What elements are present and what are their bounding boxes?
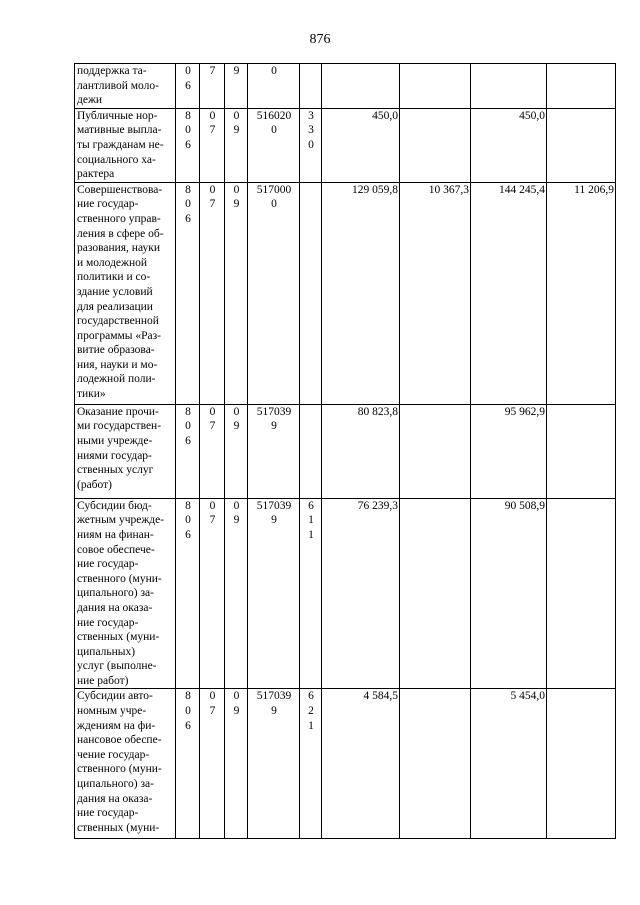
section-code-line: 0 <box>209 109 216 122</box>
ministry-code-line: 8 <box>185 183 191 196</box>
subsection-code <box>225 498 248 689</box>
ministry-code <box>176 182 200 404</box>
item-name-line: ципальных) <box>77 645 136 658</box>
subsection-code-line: 9 <box>233 705 240 718</box>
target-article-code <box>248 498 300 689</box>
expense-type-code <box>300 689 322 839</box>
ministry-code-line: 6 <box>185 434 191 447</box>
ministry-code <box>176 64 200 109</box>
item-name-line: Совершенствова- <box>77 183 163 196</box>
item-name-line: ственных (муни- <box>77 821 160 834</box>
item-name-line: мативные выпла- <box>77 124 162 137</box>
subsection-code-line: 9 <box>233 124 240 137</box>
item-name-line: ниями государ- <box>77 449 152 462</box>
item-name-line: Субсидии авто- <box>77 690 153 703</box>
target-article-code <box>248 108 300 182</box>
section-code <box>200 404 225 498</box>
subsection-code-line: 0 <box>233 405 240 418</box>
item-name-line: ственного управ- <box>77 212 161 225</box>
item-name-line: ственных (муни- <box>77 631 160 644</box>
subsection-code <box>225 64 248 109</box>
target-article-code-line: 9 <box>271 514 277 527</box>
ministry-code <box>176 689 200 839</box>
expense-type-code-line: 1 <box>308 719 314 732</box>
item-name-line: совое обеспече- <box>77 543 155 556</box>
item-name-line: дания на оказа- <box>77 601 153 614</box>
subsection-code-line: 9 <box>233 514 240 527</box>
expense-type-code <box>300 404 322 498</box>
amount-3: 90 508,9 <box>471 498 547 689</box>
target-article-code <box>248 404 300 498</box>
item-name-line: ты гражданам не- <box>77 138 164 151</box>
target-article-code-line: 516020 <box>256 109 292 122</box>
subsection-code <box>225 689 248 839</box>
expense-type-code <box>300 64 322 109</box>
subsection-code-line: 0 <box>233 183 240 196</box>
expense-type-code <box>300 182 322 404</box>
section-code-line: 0 <box>209 183 216 196</box>
subsection-code <box>225 108 248 182</box>
item-name-line: Публичные нор- <box>77 109 158 122</box>
ministry-code <box>176 108 200 182</box>
ministry-code-line: 8 <box>185 690 191 703</box>
section-code-line: 7 <box>209 420 216 433</box>
item-name-line: рактера <box>77 168 115 181</box>
table-row <box>75 404 616 498</box>
amount-1: 80 823,8 <box>322 404 400 498</box>
item-name-line: и молодежной <box>77 256 148 269</box>
amount-4 <box>547 404 616 498</box>
ministry-code-line: 0 <box>185 705 191 718</box>
target-article-code-line: 517000 <box>256 183 292 196</box>
target-article-code-line: 517039 <box>256 690 292 703</box>
item-name <box>75 404 176 498</box>
item-name-line: услуг (выполне- <box>77 660 157 673</box>
ministry-code-line: 6 <box>185 138 191 151</box>
item-name-line: лодежной поли- <box>77 373 156 386</box>
item-name-line: ние государ- <box>77 616 139 629</box>
amount-2 <box>400 108 471 182</box>
section-code-line: 7 <box>209 514 216 527</box>
amount-1: 450,0 <box>322 108 400 182</box>
budget-table <box>74 63 616 839</box>
page-number: 876 <box>309 32 331 47</box>
expense-type-code-line: 3 <box>308 109 314 122</box>
expense-type-code-line: 0 <box>308 138 314 151</box>
section-code <box>200 689 225 839</box>
item-name-line: ственных услуг <box>77 464 154 477</box>
ministry-code-line: 6 <box>185 719 191 732</box>
subsection-code <box>225 404 248 498</box>
item-name-line: социального ха- <box>77 153 156 166</box>
ministry-code-line: 0 <box>185 198 191 211</box>
target-article-code-line: 0 <box>271 198 277 211</box>
amount-4 <box>547 689 616 839</box>
amount-4 <box>547 64 616 109</box>
table-row <box>75 498 616 689</box>
item-name-line: Оказание прочи- <box>77 405 159 418</box>
amount-4: 11 206,9 <box>547 182 616 404</box>
item-name-line: нансовое обеспе- <box>77 734 162 747</box>
amount-2 <box>400 404 471 498</box>
section-code-line: 7 <box>209 65 216 77</box>
item-name-line: номным учре- <box>77 705 147 718</box>
ministry-code-line: 0 <box>185 124 191 137</box>
amount-3: 5 454,0 <box>471 689 547 839</box>
ministry-code-line: 0 <box>185 65 191 77</box>
target-article-code <box>248 689 300 839</box>
ministry-code-line: 8 <box>185 405 191 418</box>
subsection-code-line: 9 <box>233 65 240 77</box>
item-name-line: государственной <box>77 315 159 328</box>
section-code <box>200 182 225 404</box>
item-name-line: витие образова- <box>77 344 155 357</box>
ministry-code-line: 8 <box>185 109 191 122</box>
item-name-line: ниям на финан- <box>77 528 154 541</box>
amount-2: 10 367,3 <box>400 182 471 404</box>
ministry-code-line: 6 <box>185 528 191 541</box>
amount-2 <box>400 64 471 109</box>
item-name-line: Субсидии бюд- <box>77 499 152 512</box>
target-article-code <box>248 182 300 404</box>
subsection-code-line: 0 <box>233 109 240 122</box>
expense-type-code <box>300 498 322 689</box>
item-name-line: ципального) за- <box>77 587 154 600</box>
subsection-code-line: 9 <box>233 198 240 211</box>
item-name-line: ственного (муни- <box>77 763 162 776</box>
item-name-line: тики» <box>77 388 106 401</box>
amount-2 <box>400 689 471 839</box>
section-code-line: 7 <box>209 198 216 211</box>
subsection-code <box>225 182 248 404</box>
item-name-line: ления в сфере об- <box>77 227 164 240</box>
amount-1: 129 059,8 <box>322 182 400 404</box>
section-code <box>200 498 225 689</box>
section-code <box>200 64 225 109</box>
ministry-code-line: 0 <box>185 514 191 527</box>
section-code-line: 0 <box>209 690 216 703</box>
expense-type-code-line: 1 <box>308 514 314 527</box>
item-name <box>75 182 176 404</box>
target-article-code-line: 0 <box>271 65 277 77</box>
item-name <box>75 108 176 182</box>
item-name-line: жетным учрежде- <box>77 514 165 527</box>
expense-type-code <box>300 108 322 182</box>
expense-type-code-line: 6 <box>308 499 314 512</box>
item-name-line: ние государ- <box>77 558 139 571</box>
target-article-code-line: 517039 <box>256 499 292 512</box>
amount-4 <box>547 498 616 689</box>
amount-1 <box>322 64 400 109</box>
item-name-line: ципального) за- <box>77 778 154 791</box>
table-row <box>75 108 616 182</box>
item-name-line: ми государствен- <box>77 420 162 433</box>
item-name-line: ние государ- <box>77 198 139 211</box>
item-name-line: лантливой моло- <box>77 79 159 92</box>
ministry-code <box>176 404 200 498</box>
item-name-line: ными учрежде- <box>77 434 153 447</box>
item-name-line: здание условий <box>77 285 153 298</box>
target-article-code-line: 517039 <box>256 405 292 418</box>
amount-1: 4 584,5 <box>322 689 400 839</box>
table-row <box>75 689 616 839</box>
amount-3: 144 245,4 <box>471 182 547 404</box>
item-name-line: ния, науки и мо- <box>77 358 158 371</box>
item-name-line: разования, науки <box>77 242 160 255</box>
item-name-line: ние государ- <box>77 807 139 820</box>
item-name-line: ние работ) <box>77 674 129 687</box>
amount-4 <box>547 108 616 182</box>
item-name-line: поддержка та- <box>77 65 147 77</box>
item-name <box>75 498 176 689</box>
item-name-line: политики и со- <box>77 271 151 284</box>
amount-1: 76 239,3 <box>322 498 400 689</box>
expense-type-code-line: 1 <box>308 528 314 541</box>
item-name <box>75 689 176 839</box>
ministry-code-line: 6 <box>185 212 191 225</box>
amount-3: 450,0 <box>471 108 547 182</box>
item-name-line: дания на оказа- <box>77 792 153 805</box>
item-name-line: ждениям на фи- <box>77 719 156 732</box>
item-name-line: дежи <box>77 94 103 107</box>
subsection-code-line: 9 <box>233 420 240 433</box>
ministry-code-line: 8 <box>185 499 191 512</box>
amount-3: 95 962,9 <box>471 404 547 498</box>
item-name-line: программы «Раз- <box>77 329 162 342</box>
ministry-code <box>176 498 200 689</box>
section-code-line: 7 <box>209 705 216 718</box>
expense-type-code-line: 6 <box>308 690 314 703</box>
section-code-line: 7 <box>209 124 216 137</box>
subsection-code-line: 0 <box>233 690 240 703</box>
ministry-code-line: 6 <box>185 79 191 92</box>
target-article-code-line: 9 <box>271 705 277 718</box>
item-name-line: для реализации <box>77 300 153 313</box>
item-name <box>75 64 176 109</box>
target-article-code-line: 9 <box>271 420 277 433</box>
ministry-code-line: 0 <box>185 420 191 433</box>
expense-type-code-line: 3 <box>308 124 314 137</box>
item-name-line: ственного (муни- <box>77 572 162 585</box>
item-name-line: (работ) <box>77 478 112 491</box>
subsection-code-line: 0 <box>233 499 240 512</box>
table-row <box>75 182 616 404</box>
item-name-line: чение государ- <box>77 748 150 761</box>
section-code <box>200 108 225 182</box>
target-article-code-line: 0 <box>271 124 277 137</box>
section-code-line: 0 <box>209 405 216 418</box>
amount-3 <box>471 64 547 109</box>
section-code-line: 0 <box>209 499 216 512</box>
table-row <box>75 64 616 109</box>
target-article-code <box>248 64 300 109</box>
amount-2 <box>400 498 471 689</box>
expense-type-code-line: 2 <box>308 705 314 718</box>
